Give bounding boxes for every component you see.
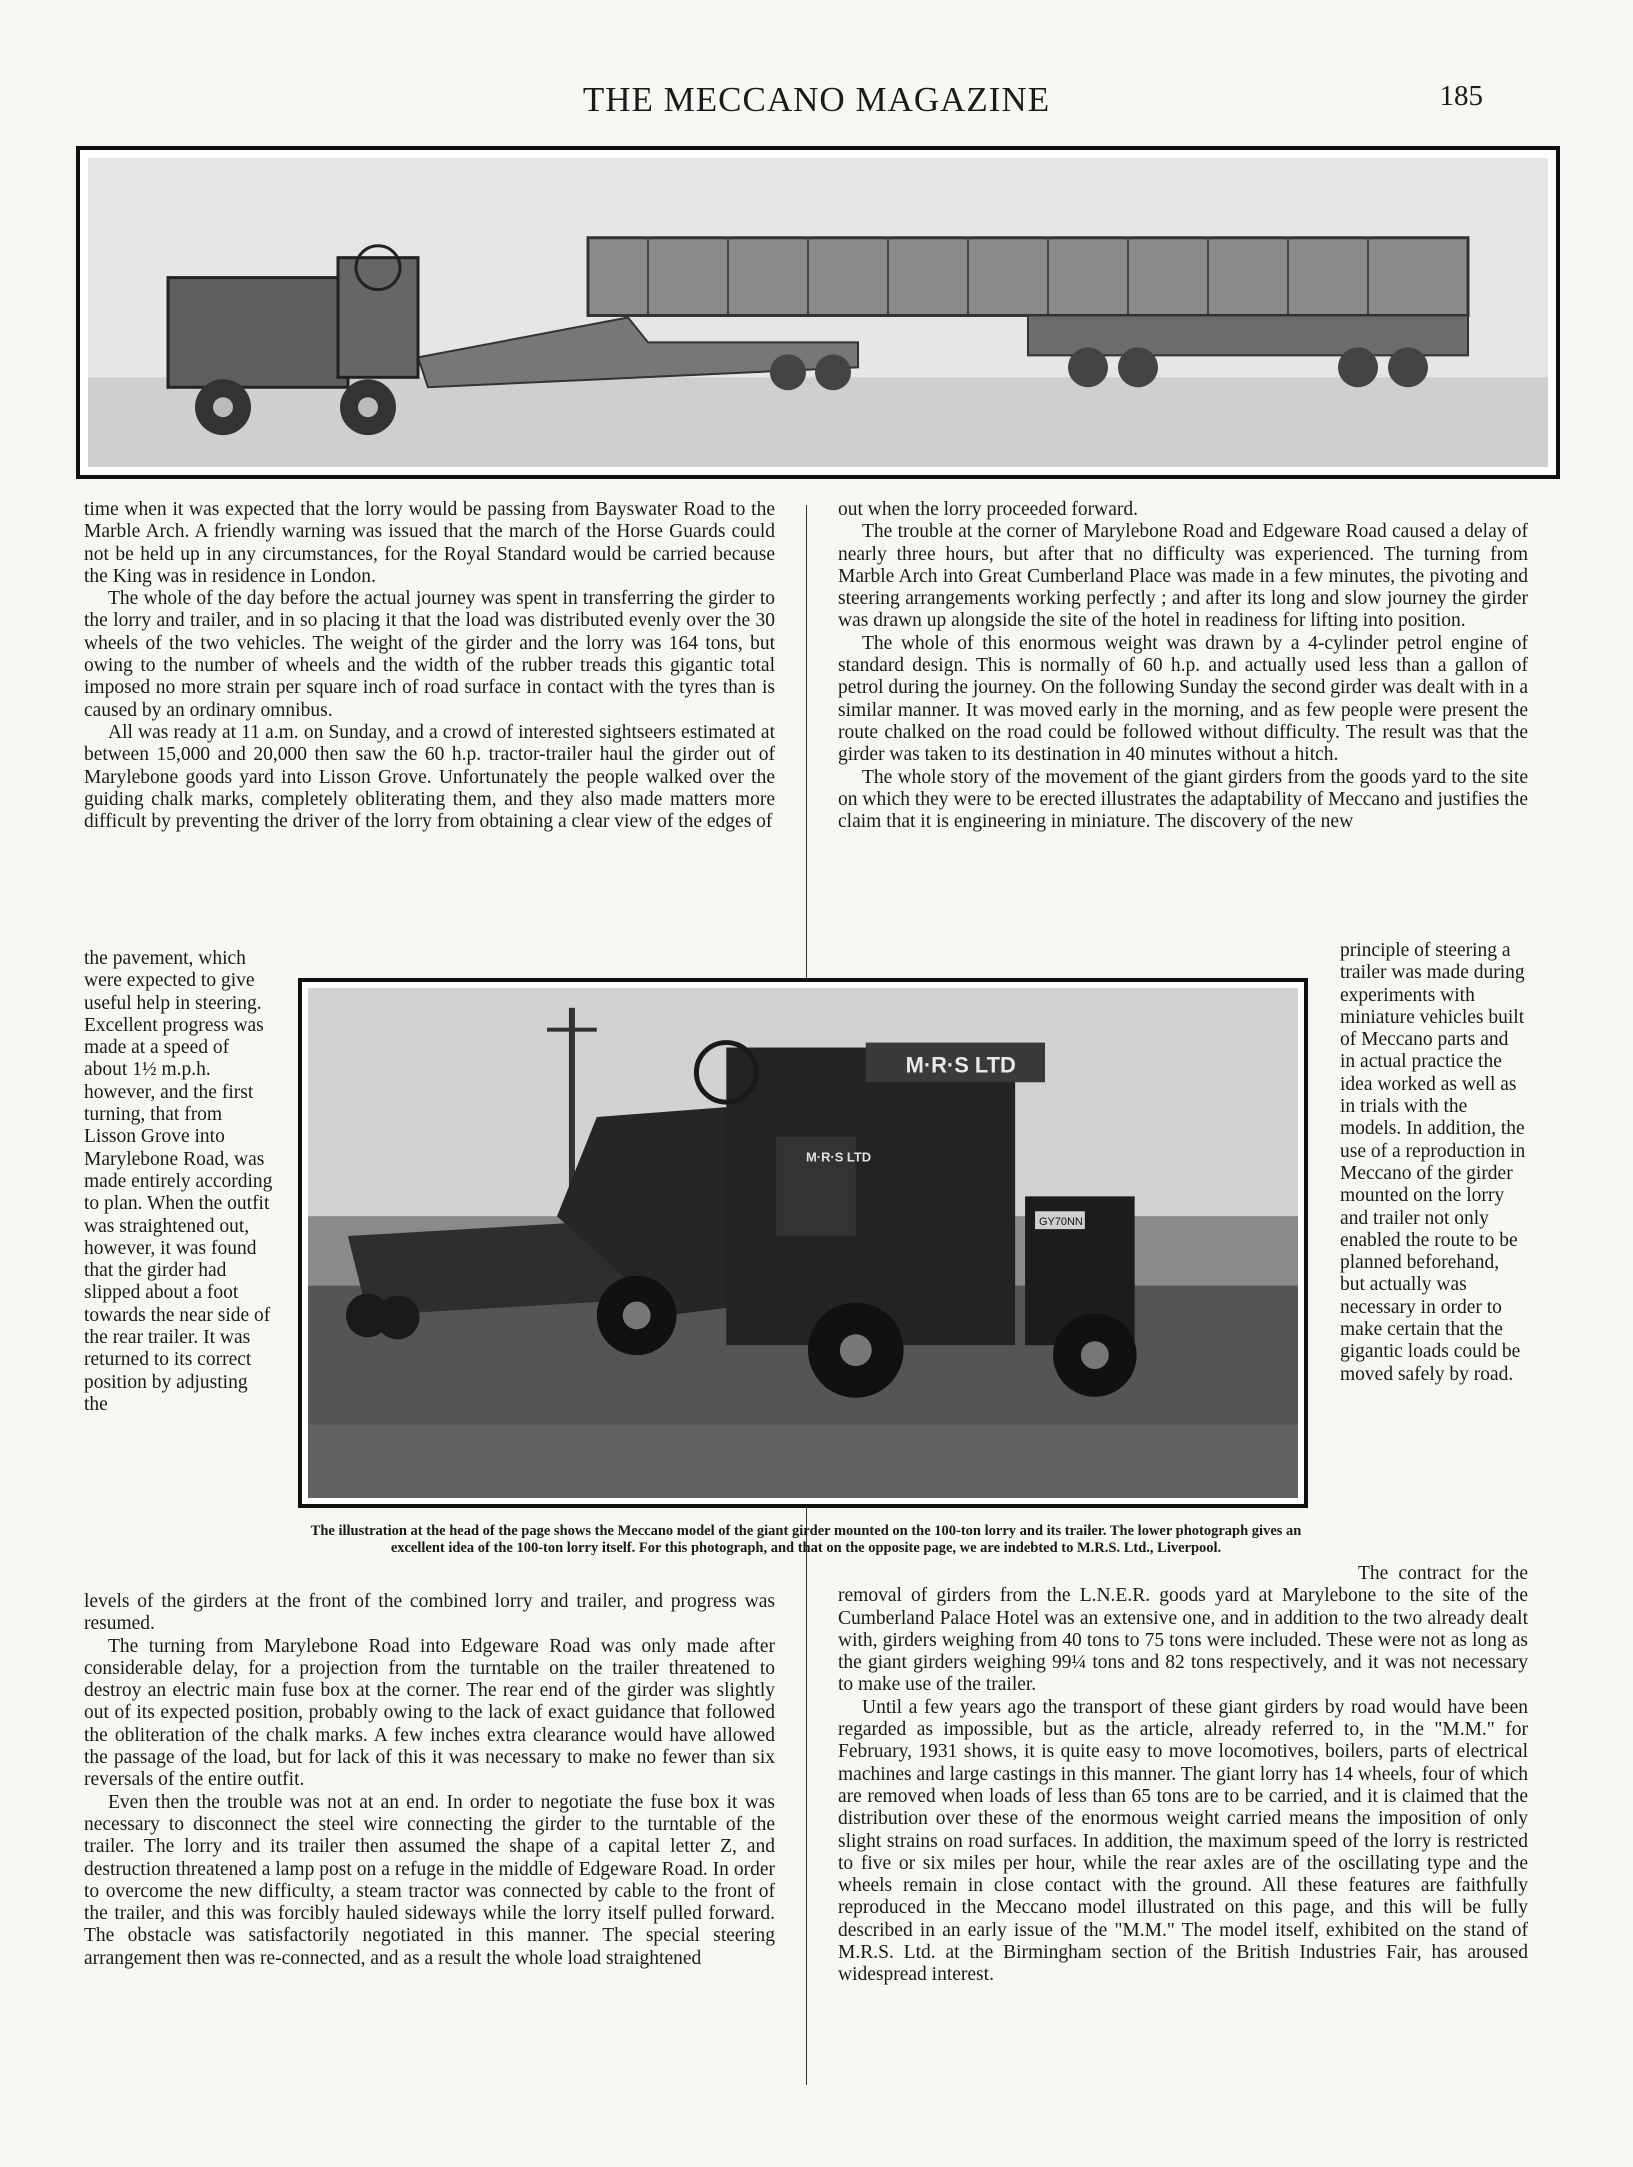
right-column-bottom xyxy=(838,1563,1528,1987)
paragraph: Even then the trouble was not at an end. In order to negotiate the fuse box it was necessary to disconnect the steel wire connecting the girder to the turntable of the trailer. The lorry and its trailer then assumed the shape of a capital letter Z, and destruction threatened a lamp post on a refuge in the middle of Edgeware Road. In order to overcome the new difficulty, a steam tractor was connected by cable to the front of the trailer, and this was forcibly hauled sideways while the lorry itself pulled forward. The obstacle was satisfactorily negotiated in this manner. The special steering arrangement then was re-connected, and as a result the whole load straightened xyxy=(84,1791,775,1969)
page-number: 185 xyxy=(1439,80,1483,112)
magazine-title: THE MECCANO MAGAZINE xyxy=(582,80,1051,119)
paragraph: All was ready at 11 a.m. on Sunday, and a crowd of interested sightseers estimated at between 15,000 and 20,000 then saw the 60 h.p. tractor-trailer haul the girder out of Marylebone goods yard into Lisson Grove. Unfortunately the people walked over the guiding chalk marks, completely obliterating them, and they also made matters more difficult by preventing the driver of the lorry from obtaining a clear view of the edges of xyxy=(84,721,775,833)
photo-caption: The illustration at the head of the page shows the Meccano model of the giant girder mounted on the 100-ton lorry and its trailer. The lower photograph gives an excellent idea of the 100-ton lorry itself. For this photograph, and that on the opposite page, we are indebted to M.R.S. Ltd., Liverpool. xyxy=(310,1523,1302,1556)
left-column-narrow xyxy=(84,948,275,1416)
paragraph: the pavement, which were expected to give useful help in steering. Excellent progress was made at a speed of about 1½ m.p.h. however, and the first turning, that from Lisson Grove into Marylebone Road, was made entirely according to plan. When the outfit was straightened out, however, it was found that the girder had slipped about a foot towards the near side of the rear trailer. It was returned to its correct position by adjusting the xyxy=(84,948,273,1415)
paragraph: The whole story of the movement of the giant girders from the goods yard to the site on which they were to be erected illustrates the adaptability of Meccano and justifies the claim that it is engineering in miniature. The discovery of the new xyxy=(838,766,1528,833)
paragraph: The whole of the day before the actual journey was spent in transferring the girder to the lorry and trailer, and in so placing it that the load was distributed evenly over the 30 wheels of the two vehicles. The weight of the girder and the lorry was 164 tons, but owing to the number of wheels and the width of the rubber treads this gigantic total imposed no more strain per square inch of road surface in contact with the tyres than is caused by an ordinary omnibus. xyxy=(84,588,775,721)
meccano-model-illustration xyxy=(88,158,1548,467)
top-photo-meccano-model xyxy=(76,146,1560,479)
paragraph: The turning from Marylebone Road into Edgeware Road was only made after considerable delay, for a projection from the turntable on the trailer threatened to destroy an electric main fuse box at the corner. The rear end of the girder was slightly out of its expected position, probably owing to the lack of exact guidance that followed the obliteration of the chalk marks. A few inches extra clearance would have allowed the passage of the load, but for lack of this it was necessary to make no fewer than six reversals of the entire outfit. xyxy=(84,1635,775,1791)
paragraph: The trouble at the corner of Marylebone Road and Edgeware Road caused a delay of nearly three hours, but after that no difficulty was experienced. The turning from Marble Arch into Great Cumberland Place was made in a few minutes, the pivoting and steering arrangements working perfectly ; and after its long and slow journey the girder was drawn up alongside the site of the hotel in readiness for lifting into position. xyxy=(838,521,1528,632)
lower-photo-image xyxy=(308,988,1298,1498)
paragraph: The contract for the removal of girders from the L.N.E.R. goods yard at Marylebone to the site of the Cumberland Palace Hotel was an extensive one, and in addition to the two already dealt with, girders weighing from 40 tons to 75 tons were included. These were not as long as the giant girders weighing 99¼ tons and 82 tons respectively, and it was not necessary to make use of the trailer. xyxy=(838,1563,1528,1696)
paragraph: time when it was expected that the lorry would be passing from Bayswater Road to the Marble Arch. A friendly warning was issued that the march of the Horse Guards could not be held up in any circumstances, for the Royal Standard would be carried because the King was in residence in London. xyxy=(84,499,775,587)
number-plate: GY70NN xyxy=(1039,1216,1083,1229)
left-column-top xyxy=(84,499,775,833)
paragraph: The whole of this enormous weight was drawn by a 4-cylinder petrol engine of standard design. This is normally of 60 h.p. and actually used less than a gallon of petrol during the journey. On the following Sunday the second girder was dealt with in a similar manner. It was moved early in the morning, and as few people were present the route chalked on the road could be followed without difficulty. The result was that the girder was taken to its destination in 40 minutes without a hitch. xyxy=(838,632,1528,766)
paragraph: levels of the girders at the front of the combined lorry and trailer, and progress was resumed. xyxy=(84,1591,775,1635)
cab-sign-text: M·R·S LTD xyxy=(905,1052,1016,1078)
right-column-top xyxy=(838,499,1528,833)
right-column-narrow xyxy=(1340,940,1528,1386)
lower-photo-lorry xyxy=(298,978,1308,1508)
lorry-photograph xyxy=(308,988,1298,1498)
door-sign-text: M·R·S LTD xyxy=(805,1149,872,1165)
left-column-bottom xyxy=(84,1591,775,1970)
top-photo-image xyxy=(88,158,1548,467)
paragraph: principle of steering a trailer was made during experiments with miniature vehicles built of Meccano parts and in actual practice the idea worked as well as in trials with the models. In addition, the use of a reproduction in Meccano of the girder mounted on the lorry and trailer not only enabled the route to be planned beforehand, but actually was necessary in order to make certain that the gigantic loads could be moved safely by road. xyxy=(1340,940,1526,1385)
paragraph: Until a few years ago the transport of these giant girders by road would have been regarded as impossible, but as the article, already referred to, in the "M.M." for February, 1931 shows, it is quite easy to move locomotives, boilers, parts of electrical machines and large castings in this manner. The giant lorry has 14 wheels, four of which are removed when loads of less than 65 tons are to be carried, and it is claimed that the distribution over these of the enormous weight carried means the imposition of only slight strains on road surfaces. In addition, the maximum speed of the lorry is restricted to five or six miles per hour, while the rear axles are of the oscillating type and the wheels remain in close contact with the ground. All these features are faithfully reproduced in the Meccano model illustrated on this page, and this will be fully described in an early issue of the "M.M." The model itself, exhibited on the stand of M.R.S. Ltd. at the Birmingham section of the British Industries Fair, has aroused widespread interest. xyxy=(838,1696,1528,1986)
paragraph: out when the lorry proceeded forward. xyxy=(838,499,1138,520)
